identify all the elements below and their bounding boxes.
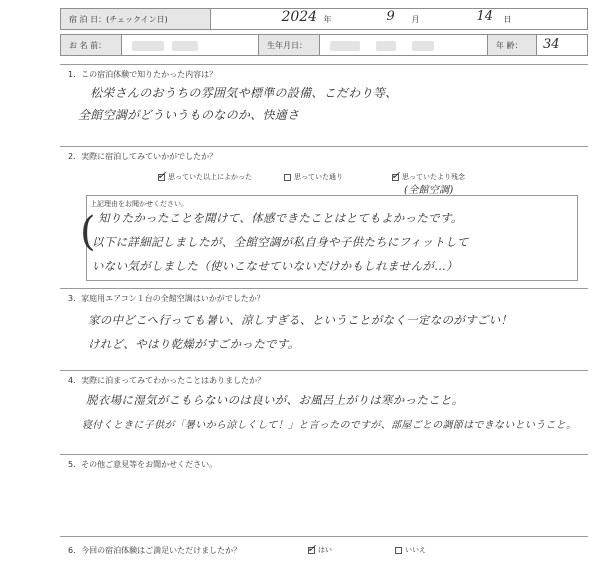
q6-option-yes-label: はい: [318, 546, 332, 554]
q2-option-2[interactable]: [284, 172, 343, 182]
checkbox[interactable]: [157, 168, 167, 182]
question-1-title: 1．この宿泊体験で知りたかった内容は？: [68, 70, 218, 79]
checkbox[interactable]: [284, 174, 291, 181]
birth-redaction: [376, 41, 396, 51]
stay-date-row: [60, 8, 588, 30]
month-unit: 月: [411, 15, 420, 24]
q6-option-yes[interactable]: [307, 541, 332, 555]
question-3: [60, 288, 588, 370]
birth-field: [320, 35, 487, 55]
q3-answer-line: けれど、やはり乾燥がすごかったです。: [88, 337, 300, 351]
year-value: 2024: [281, 9, 318, 25]
birth-redaction: [330, 41, 360, 51]
age-label: 年 齢：: [496, 40, 523, 50]
birth-label: 生年月日：: [267, 40, 307, 50]
name-redaction: [132, 41, 164, 51]
name-field: [122, 35, 258, 55]
q4-answer-line: 脱衣場に湿気がこもらないのは良いが、お風呂上がりは寒かったこと。: [86, 393, 464, 407]
checkbox[interactable]: [395, 547, 402, 554]
question-2-title: 2．実際に宿泊してみていかがでしたか？: [68, 152, 218, 161]
age-value: 34: [543, 37, 560, 52]
checkbox[interactable]: [391, 168, 401, 182]
question-1: [60, 64, 588, 146]
profile-row: [60, 34, 588, 56]
question-4-title: 4．実際に泊まってみてわかったことはありましたか？: [68, 376, 266, 385]
name-redaction: [172, 41, 198, 51]
question-4: [60, 370, 588, 454]
year-unit: 年: [323, 15, 332, 24]
q2-reason-title: 上記理由をお聞かせください。: [90, 200, 188, 208]
q2-answer-line: いない気がしました（使いこなせていないだけかもしれませんが…）: [92, 259, 458, 273]
q2-option-2-label: 思っていた通り: [294, 173, 343, 181]
birth-redaction: [412, 41, 434, 51]
stay-date-label: 宿 泊 日：(チェックイン日): [69, 14, 168, 24]
check-mark-icon: ✓: [391, 168, 401, 182]
check-mark-icon: ✓: [157, 168, 167, 182]
stay-date-field: [211, 9, 587, 29]
name-label: お 名 前：: [69, 40, 107, 50]
q6-option-no[interactable]: [395, 545, 426, 555]
q6-option-no-label: いいえ: [405, 546, 426, 554]
q2-answer-line: 以下に詳細記しましたが、全館空調が私自身や子供たちにフィットして: [92, 235, 469, 249]
question-5-title: 5．その他ご意見等をお聞かせください。: [68, 460, 218, 469]
q2-option-1-label: 思っていた以上によかった: [168, 173, 252, 181]
day-unit: 日: [503, 15, 512, 24]
question-3-title: 3．家庭用エアコン１台の全館空調はいかがでしたか？: [68, 294, 265, 303]
q2-option-1[interactable]: [157, 168, 252, 182]
check-mark-icon: ✓: [307, 541, 317, 555]
q2-answer-line: 知りたかったことを聞けて、体感できたことはとてもよかったです。: [98, 211, 463, 225]
question-5: [60, 454, 588, 536]
q3-answer-line: 家の中どこへ行っても暑い、涼しすぎる、ということがなく一定なのがすごい！: [88, 313, 513, 327]
q1-answer-line: 松栄さんのおうちの雰囲気や標準の設備、こだわり等、: [90, 86, 398, 100]
checkbox[interactable]: [307, 541, 317, 555]
question-6-title: 6．今回の宿泊体験はご満足いただけましたか？: [68, 546, 242, 555]
age-field: [537, 35, 587, 55]
q4-answer-line: 寝付くときに子供が「暑いから涼しくして！」と言ったのですが、部屋ごとの調節はできないということ。: [82, 420, 577, 431]
q1-answer-line: 全館空調がどういうものなのか、快適さ: [78, 108, 300, 122]
q2-option-3-label: 思っていたより残念: [402, 173, 465, 181]
day-value: 14: [476, 9, 493, 24]
month-value: 9: [386, 9, 395, 24]
q2-option-3-note: (全館空調): [404, 185, 454, 196]
bracket-icon: (: [80, 209, 96, 255]
